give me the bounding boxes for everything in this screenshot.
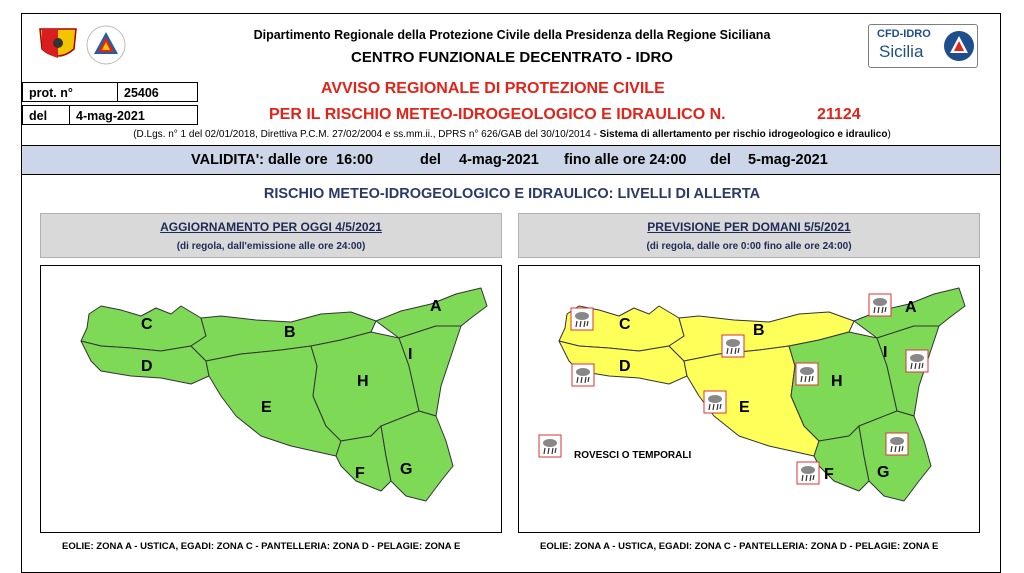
zone-d-label: D xyxy=(619,358,631,375)
zone-g-label: G xyxy=(877,464,890,481)
footer-tomorrow: EOLIE: ZONA A - USTICA, EGADI: ZONA C - PANTELLERIA: ZONA D - PELAGIE: ZONA E xyxy=(540,541,939,552)
validity-from-date: 4-mag-2021 xyxy=(459,152,539,168)
del-label: del xyxy=(22,105,70,125)
zone-e-label: E xyxy=(261,399,272,416)
cfd-logo xyxy=(868,24,978,68)
notice-number: 21124 xyxy=(817,106,861,123)
validity-to-date: 5-mag-2021 xyxy=(748,152,828,168)
zone-b-label: B xyxy=(753,322,765,339)
storm-legend-label: ROVESCI O TEMPORALI xyxy=(574,450,692,461)
storm-icon-g xyxy=(886,433,908,455)
storm-icon-c xyxy=(571,308,593,330)
panel-tomorrow-title: PREVISIONE PER DOMANI 5/5/2021 xyxy=(647,220,851,234)
zone-f-label: F xyxy=(824,466,834,483)
zone-i-label: I xyxy=(883,344,888,361)
zone-i-label: I xyxy=(408,346,413,363)
prot-label: prot. n° xyxy=(22,82,118,102)
law-reference xyxy=(0,129,1024,140)
cfd-logo-bottom: Sicilia xyxy=(879,42,924,61)
zone-f-label: F xyxy=(355,465,365,482)
panel-tomorrow-header xyxy=(518,213,980,258)
map-today xyxy=(40,265,502,533)
validity-from-time: 16:00 xyxy=(336,152,374,168)
validity-label: VALIDITA': dalle ore xyxy=(191,152,328,168)
validity-until: fino alle ore 24:00 xyxy=(564,152,687,168)
storm-icon-e xyxy=(704,391,726,413)
footer-today: EOLIE: ZONA A - USTICA, EGADI: ZONA C - PANTELLERIA: ZONA D - PELAGIE: ZONA E xyxy=(62,541,461,552)
storm-icon-d xyxy=(572,364,594,386)
map-tomorrow xyxy=(518,265,980,533)
header-department: Dipartimento Regionale della Protezione Civile della Presidenza della Regione Siciliana xyxy=(253,28,771,42)
section-title: RISCHIO METEO-IDROGEOLOGICO E IDRAULICO: LIVELLI DI ALLERTA xyxy=(263,186,761,202)
del-value: 4-mag-2021 xyxy=(69,105,198,125)
cfd-logo-top: CFD-IDRO xyxy=(877,28,931,40)
sicily-map-tomorrow xyxy=(519,266,978,531)
zone-g-region xyxy=(381,411,453,501)
validity-bar xyxy=(22,145,1000,175)
cfd-emblem-icon xyxy=(943,30,975,62)
panel-today-subtitle: (di regola, dall'emissione alle ore 24:00) xyxy=(176,241,366,252)
storm-icon-i xyxy=(906,350,928,372)
storm-legend-icon xyxy=(539,435,561,457)
zone-e-label: E xyxy=(739,399,750,416)
storm-icon-f xyxy=(797,462,819,484)
panel-today-title: AGGIORNAMENTO PER OGGI 4/5/2021 xyxy=(160,220,382,234)
zone-d-label: D xyxy=(141,358,153,375)
zone-h-label: H xyxy=(831,373,843,390)
storm-icon-h xyxy=(796,363,818,385)
header-center: CENTRO FUNZIONALE DECENTRATO - IDRO xyxy=(351,49,673,66)
sicily-map-today xyxy=(41,266,500,531)
zone-g-region xyxy=(859,411,931,501)
storm-icon-b xyxy=(722,335,744,357)
validity-del-1: del xyxy=(420,152,441,168)
zone-h-label: H xyxy=(357,373,369,390)
zone-c-label: C xyxy=(141,316,153,333)
law-text: (D.Lgs. n° 1 del 02/01/2018, Direttiva P.C.M. 27/02/2004 e ss.mm.ii., DPRS n° 626/GAB del 30/10/2014 - xyxy=(133,129,600,140)
zone-c-label: C xyxy=(619,316,631,333)
storm-icon-a xyxy=(869,294,891,316)
panel-tomorrow-subtitle: (di regola, dalle ore 0:00 fino alle ore 24:00) xyxy=(646,241,852,252)
notice-title-2: PER IL RISCHIO METEO-IDROGEOLOGICO E IDRAULICO N. xyxy=(269,106,726,123)
notice-title-1: AVVISO REGIONALE DI PROTEZIONE CIVILE xyxy=(321,80,665,97)
law-end: ) xyxy=(887,129,891,140)
zone-g-label: G xyxy=(400,461,413,478)
zone-a-label: A xyxy=(430,298,442,315)
panel-today-header xyxy=(40,213,502,258)
validity-del-2: del xyxy=(710,152,731,168)
prot-value: 25406 xyxy=(117,82,198,102)
zone-a-label: A xyxy=(905,299,917,316)
law-bold: Sistema di allertamento per rischio idrogeologico e idraulico xyxy=(599,129,888,140)
zone-b-label: B xyxy=(284,324,296,341)
